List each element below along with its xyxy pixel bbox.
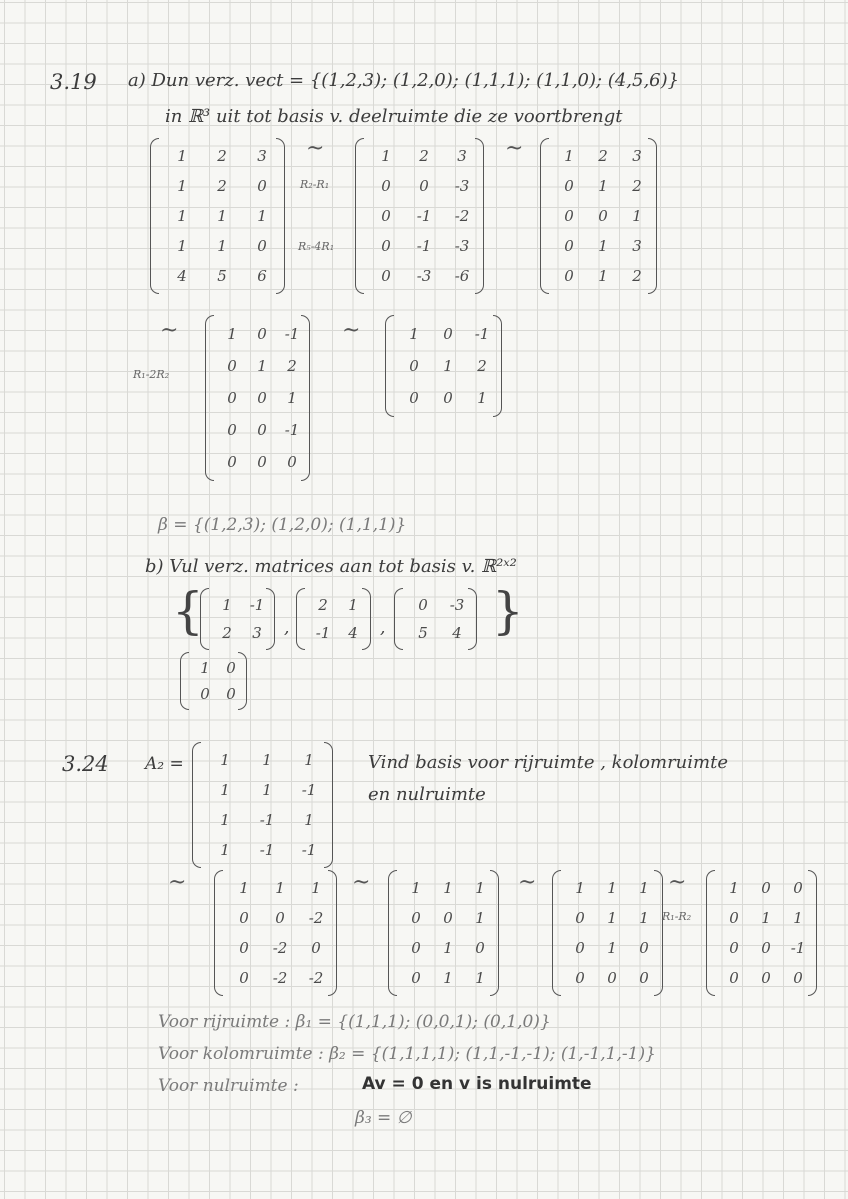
matrix-entry: 1: [177, 207, 187, 225]
matrix-entry: 0: [411, 909, 421, 927]
matrix-entry: 0: [411, 969, 421, 987]
tilde-symbol: ~: [342, 318, 361, 343]
matrix-entry: -3: [454, 237, 470, 255]
matrix-entry: -1: [474, 325, 490, 343]
matrix-entry: 0: [793, 969, 803, 987]
matrix-entry: 1: [475, 909, 485, 927]
tilde-symbol: ~: [168, 870, 187, 895]
matrix-bracket-right: [808, 870, 817, 996]
matrix-entry: -1: [416, 237, 432, 255]
matrix-bracket-left: [296, 588, 305, 650]
matrix-r4: [706, 870, 818, 994]
matrix-m1: [150, 138, 286, 292]
matrix-entry: 1: [793, 909, 803, 927]
matrix-bracket-left: [394, 588, 403, 650]
matrix-bracket-left: [706, 870, 715, 996]
matrix-entry: -1: [301, 781, 317, 799]
tilde-symbol: ~: [160, 318, 179, 343]
matrix-b3: [394, 588, 478, 648]
matrix-bracket-left: [192, 742, 201, 868]
tilde-symbol: ~: [505, 136, 524, 161]
matrix-entry: 0: [639, 939, 649, 957]
matrix-entry: 0: [475, 939, 485, 957]
matrix-entry: 1: [477, 389, 487, 407]
matrix-entry: 1: [262, 781, 272, 799]
matrix-entry: -1: [790, 939, 806, 957]
matrix-entry: 0: [411, 939, 421, 957]
matrix-entry: 0: [226, 685, 236, 703]
basis-beta: β = {(1,2,3); (1,2,0); (1,1,1)}: [158, 515, 407, 535]
matrix-entry: 5: [217, 267, 227, 285]
matrix-entry: 2: [287, 357, 297, 375]
matrix-entry: 0: [381, 207, 391, 225]
matrix-entry: 0: [239, 969, 249, 987]
tilde-symbol: ~: [668, 870, 687, 895]
matrix-entry: 1: [177, 237, 187, 255]
task-statement-line2: en nulruimte: [368, 784, 486, 805]
matrix-entry: 1: [227, 325, 237, 343]
matrix-entry: -1: [259, 841, 275, 859]
matrix-entry: 0: [257, 177, 267, 195]
matrix-bracket-right: [654, 870, 663, 996]
matrix-r1: [214, 870, 338, 994]
matrix-b1: [200, 588, 276, 648]
matrix-entry: 0: [381, 177, 391, 195]
matrix-entry: 1: [287, 389, 297, 407]
matrix-entry: 0: [418, 596, 428, 614]
matrix-entry: 1: [443, 969, 453, 987]
matrix-entry: 0: [639, 969, 649, 987]
matrix-entry: -1: [315, 624, 331, 642]
matrix-entry: -2: [308, 909, 324, 927]
matrix-entry: 0: [761, 939, 771, 957]
row-operation-label: R₁-R₂: [662, 910, 692, 923]
matrix-entry: 0: [729, 969, 739, 987]
tilde-symbol: ~: [352, 870, 371, 895]
matrix-bracket-left: [355, 138, 364, 294]
right-brace: }: [492, 582, 524, 640]
matrix-entry: 0: [257, 325, 267, 343]
matrix-entry: 1: [262, 751, 272, 769]
matrix-m4: [205, 315, 311, 479]
matrix-bracket-left: [385, 315, 394, 417]
matrix-bracket-right: [266, 588, 275, 650]
matrix-entry: 2: [632, 177, 642, 195]
comma-separator: ,: [380, 618, 386, 638]
matrix-entry: 3: [457, 147, 467, 165]
matrix-bracket-left: [180, 652, 189, 710]
matrix-entry: 1: [607, 879, 617, 897]
matrix-entry: 1: [275, 879, 285, 897]
matrix-entry: 1: [222, 596, 232, 614]
matrix-entry: 1: [257, 357, 267, 375]
matrix-entry: 1: [239, 879, 249, 897]
matrix-entry: 1: [639, 909, 649, 927]
matrix-entry: 2: [419, 147, 429, 165]
matrix-entry: -2: [272, 969, 288, 987]
column-space-basis: Voor kolomruimte : β₂ = {(1,1,1,1); (1,1,-1,-1); (1,-1,1,-1)}: [158, 1044, 656, 1064]
matrix-entry: 0: [227, 453, 237, 471]
matrix-entry: 1: [443, 879, 453, 897]
matrix-entry: 1: [411, 879, 421, 897]
matrix-entry: 3: [257, 147, 267, 165]
matrix-entry: 0: [287, 453, 297, 471]
matrix-entry: -1: [284, 325, 300, 343]
matrix-entry: 1: [607, 909, 617, 927]
matrix-entry: 4: [177, 267, 187, 285]
matrix-entry: 0: [443, 389, 453, 407]
matrix-bracket-left: [552, 870, 561, 996]
matrix-entry: 1: [598, 237, 608, 255]
matrix-entry: 1: [257, 207, 267, 225]
matrix-bracket-left: [388, 870, 397, 996]
matrix-entry: 1: [220, 751, 230, 769]
matrix-entry: 1: [443, 357, 453, 375]
matrix-entry: 0: [227, 389, 237, 407]
tilde-symbol: ~: [518, 870, 537, 895]
task-statement: Vind basis voor rijruimte , kolomruimte: [368, 752, 728, 773]
matrix-entry: 0: [419, 177, 429, 195]
matrix-entry: 0: [200, 685, 210, 703]
matrix-entry: 0: [381, 237, 391, 255]
matrix-bracket-left: [150, 138, 159, 294]
matrix-a2-label: A₂ =: [145, 754, 184, 774]
null-space-label: Voor nulruimte :: [158, 1076, 299, 1096]
matrix-entry: 1: [217, 207, 227, 225]
matrix-bracket-right: [324, 742, 333, 868]
matrix-entry: 1: [607, 939, 617, 957]
matrix-entry: 1: [598, 267, 608, 285]
matrix-entry: 0: [227, 421, 237, 439]
matrix-entry: 1: [575, 879, 585, 897]
matrix-bracket-right: [468, 588, 477, 650]
matrix-entry: -3: [454, 177, 470, 195]
matrix-entry: 1: [220, 811, 230, 829]
matrix-entry: 0: [226, 659, 236, 677]
exercise-3-19b-statement: b) Vul verz. matrices aan tot basis v. ℝ²ˣ²: [145, 556, 517, 577]
matrix-bracket-right: [301, 315, 310, 481]
comma-separator: ,: [284, 618, 290, 638]
row-operation-label: R₅-4R₁: [298, 240, 335, 253]
matrix-entry: 1: [639, 879, 649, 897]
matrix-entry: 0: [257, 237, 267, 255]
matrix-bracket-right: [475, 138, 484, 294]
matrix-bracket-right: [328, 870, 337, 996]
left-brace: {: [172, 582, 204, 640]
matrix-entry: 0: [564, 177, 574, 195]
matrix-entry: 2: [632, 267, 642, 285]
matrix-entry: -1: [284, 421, 300, 439]
matrix-m5: [385, 315, 503, 415]
matrix-entry: 3: [632, 147, 642, 165]
matrix-bracket-right: [362, 588, 371, 650]
matrix-entry: -1: [249, 596, 265, 614]
matrix-entry: 1: [177, 147, 187, 165]
matrix-entry: -2: [454, 207, 470, 225]
exercise-3-19a-statement-line2: in ℝ³ uit tot basis v. deelruimte die ze voortbrengt: [165, 106, 623, 127]
matrix-entry: -2: [272, 939, 288, 957]
matrix-entry: 1: [564, 147, 574, 165]
matrix-entry: 1: [443, 939, 453, 957]
matrix-entry: -3: [449, 596, 465, 614]
matrix-entry: 0: [598, 207, 608, 225]
matrix-bracket-right: [276, 138, 285, 294]
matrix-entry: 6: [257, 267, 267, 285]
matrix-entry: 1: [348, 596, 358, 614]
row-operation-label: R₁-2R₂: [133, 368, 170, 381]
matrix-entry: 1: [217, 237, 227, 255]
matrix-entry: 0: [409, 357, 419, 375]
matrix-bracket-right: [238, 652, 247, 710]
matrix-entry: 1: [632, 207, 642, 225]
matrix-b4: [180, 652, 248, 708]
matrix-entry: 0: [275, 909, 285, 927]
matrix-entry: 0: [381, 267, 391, 285]
matrix-entry: 0: [239, 909, 249, 927]
matrix-entry: -1: [259, 811, 275, 829]
matrix-entry: 0: [239, 939, 249, 957]
row-space-basis: Voor rijruimte : β₁ = {(1,1,1); (0,0,1); (0,1,0)}: [158, 1012, 551, 1032]
matrix-entry: 0: [793, 879, 803, 897]
matrix-entry: 1: [304, 811, 314, 829]
matrix-entry: 0: [227, 357, 237, 375]
matrix-entry: 1: [200, 659, 210, 677]
matrix-bracket-left: [540, 138, 549, 294]
matrix-entry: 2: [217, 147, 227, 165]
matrix-entry: 1: [598, 177, 608, 195]
matrix-entry: 0: [575, 939, 585, 957]
matrix-entry: 0: [257, 453, 267, 471]
matrix-entry: 0: [564, 267, 574, 285]
matrix-entry: 2: [598, 147, 608, 165]
matrix-entry: 0: [575, 969, 585, 987]
matrix-entry: 1: [729, 879, 739, 897]
matrix-entry: 0: [564, 237, 574, 255]
matrix-entry: 1: [311, 879, 321, 897]
matrix-entry: 1: [381, 147, 391, 165]
matrix-bracket-right: [493, 315, 502, 417]
matrix-entry: 0: [575, 909, 585, 927]
matrix-entry: 4: [452, 624, 462, 642]
matrix-bracket-left: [200, 588, 209, 650]
null-space-basis: β₃ = ∅: [355, 1108, 412, 1128]
matrix-entry: 2: [217, 177, 227, 195]
matrix-entry: 1: [761, 909, 771, 927]
matrix-a2: [192, 742, 334, 866]
row-operation-label: R₂-R₁: [300, 178, 330, 191]
matrix-entry: 0: [729, 909, 739, 927]
matrix-entry: 0: [443, 909, 453, 927]
matrix-entry: 0: [564, 207, 574, 225]
matrix-entry: 0: [311, 939, 321, 957]
matrix-entry: 4: [348, 624, 358, 642]
matrix-entry: 0: [409, 389, 419, 407]
matrix-entry: 1: [177, 177, 187, 195]
matrix-m3: [540, 138, 658, 292]
matrix-entry: 0: [443, 325, 453, 343]
matrix-entry: 1: [304, 751, 314, 769]
matrix-entry: 1: [475, 969, 485, 987]
matrix-entry: 3: [632, 237, 642, 255]
matrix-entry: 1: [220, 781, 230, 799]
matrix-entry: -3: [416, 267, 432, 285]
matrix-bracket-right: [490, 870, 499, 996]
matrix-r2: [388, 870, 500, 994]
matrix-m2: [355, 138, 485, 292]
matrix-entry: -1: [416, 207, 432, 225]
matrix-r3: [552, 870, 664, 994]
matrix-bracket-left: [214, 870, 223, 996]
matrix-entry: 2: [477, 357, 487, 375]
matrix-entry: 0: [729, 939, 739, 957]
matrix-bracket-left: [205, 315, 214, 481]
matrix-b2: [296, 588, 372, 648]
matrix-entry: 0: [607, 969, 617, 987]
matrix-entry: 0: [257, 389, 267, 407]
matrix-entry: 0: [257, 421, 267, 439]
matrix-entry: 1: [220, 841, 230, 859]
matrix-entry: 5: [418, 624, 428, 642]
matrix-entry: 1: [409, 325, 419, 343]
matrix-entry: -1: [301, 841, 317, 859]
matrix-entry: 2: [222, 624, 232, 642]
matrix-entry: 0: [761, 879, 771, 897]
exercise-3-19a-statement: a) Dun verz. vect = {(1,2,3); (1,2,0); (1,1,1); (1,1,0); (4,5,6)}: [128, 70, 680, 91]
matrix-entry: 2: [318, 596, 328, 614]
null-space-equation: Av = 0 en v is nulruimte: [362, 1074, 592, 1094]
matrix-entry: 0: [761, 969, 771, 987]
matrix-entry: 3: [252, 624, 262, 642]
matrix-bracket-right: [648, 138, 657, 294]
exercise-number-3-19: 3.19: [50, 70, 97, 94]
tilde-symbol: ~: [306, 136, 325, 161]
exercise-number-3-24: 3.24: [62, 752, 109, 776]
matrix-entry: -2: [308, 969, 324, 987]
matrix-entry: 1: [475, 879, 485, 897]
matrix-entry: -6: [454, 267, 470, 285]
